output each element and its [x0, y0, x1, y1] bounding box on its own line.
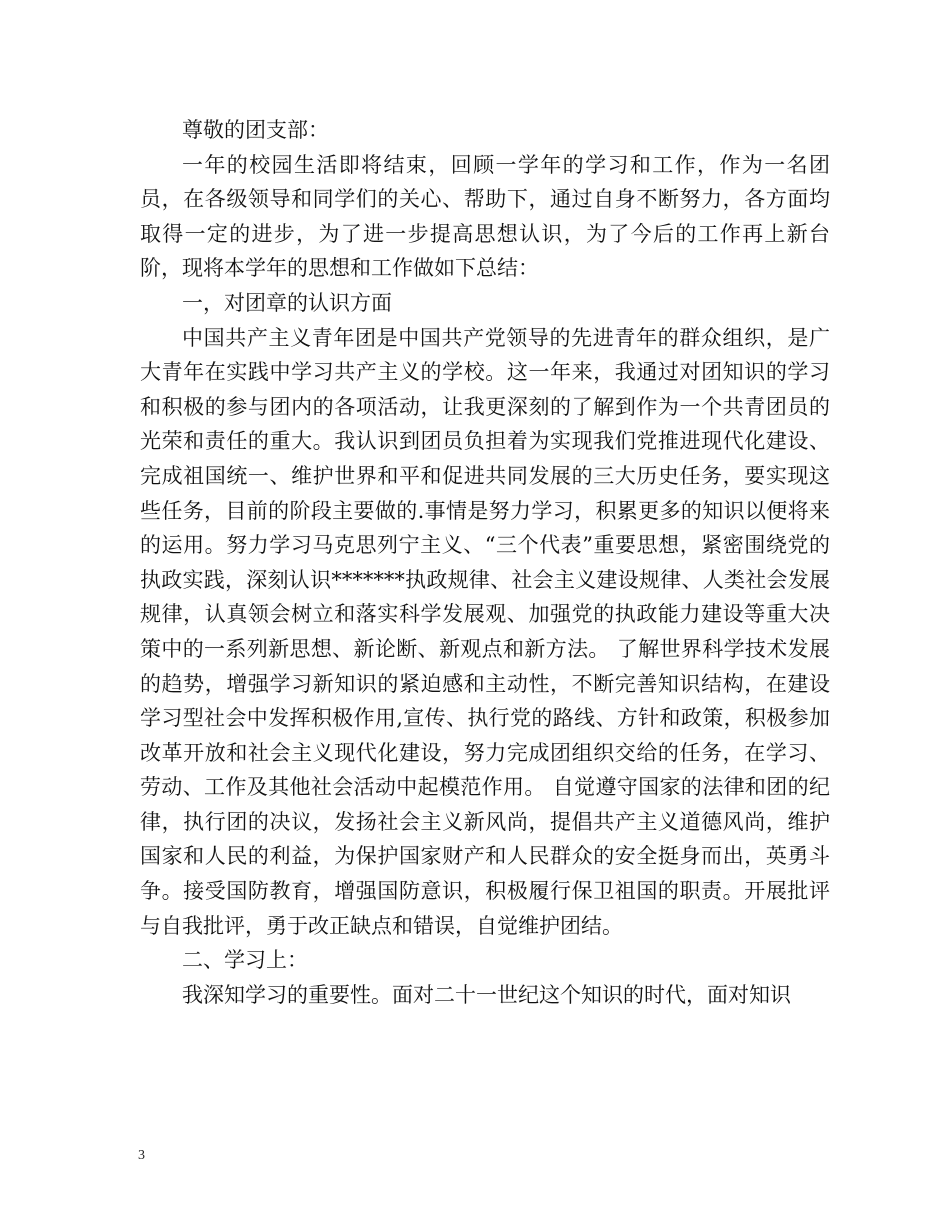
paragraph-section-2: 我深知学习的重要性。面对二十一世纪这个知识的时代，面对知识 — [182, 982, 791, 1007]
document-body — [140, 113, 830, 1012]
paragraph-intro: 一年的校园生活即将结束，回顾一学年的学习和工作，作为一名团员，在各级领导和同学们的关心、帮助下，通过自身不断努力，各方面均取得一定的进步，为了进一步提高思想认识，为了今后的工作再上新台阶，现将本学年的思想和工作做如下总结： — [140, 152, 830, 281]
page-number: 3 — [138, 1148, 145, 1163]
salutation: 尊敬的团支部： — [182, 118, 329, 142]
section-heading-2: 二、学习上： — [182, 948, 308, 973]
section-heading-1: 一，对团章的认识方面 — [182, 290, 392, 315]
paragraph-section-1: 中国共产主义青年团是中国共产党领导的先进青年的群众组织，是广大青年在实践中学习共产主义的学校。这一年来，我通过对团知识的学习和积极的参与团内的各项活动，让我更深刻的了解到作为一个共青团员的光荣和责任的重大。我认识到团员负担着为实现我们党推进现代化建设、完成祖国统一、维护世界和平和促进共同发展的三大历史任务，要实现这些任务，目前的阶段主要做的.事情是努力学习，积累更多的知识以便将来的运用。努力学习马克思列宁主义、“三个代表”重要思想，紧密围绕党的执政实践，深刻认识*******执政规律、社会主义建设规律、人类社会发展规律，认真领会树立和落实科学发展观、加强党的执政能力建设等重大决策中的一系列新思想、新论断、新观点和新方法。 了解世界科学技术发展的趋势，增强学习新知识的紧迫感和主动性，不断完善知识结构，在建设学习型社会中发挥积极作用,宣传、执行党的路线、方针和政策，积极参加改革开放和社会主义现代化建设，努力完成团组织交给的任务，在学习、劳动、工作及其他社会活动中起模范作用。 自觉遵守国家的法律和团的纪律，执行团的决议，发扬社会主义新风尚，提倡共产主义道德风尚，维护国家和人民的利益，为保护国家财产和人民群众的安全挺身而出，英勇斗争。接受国防教育，增强国防意识，积极履行保卫祖国的职责。开展批评与自我批评，勇于改正缺点和错误，自觉维护团结。 — [140, 325, 830, 938]
